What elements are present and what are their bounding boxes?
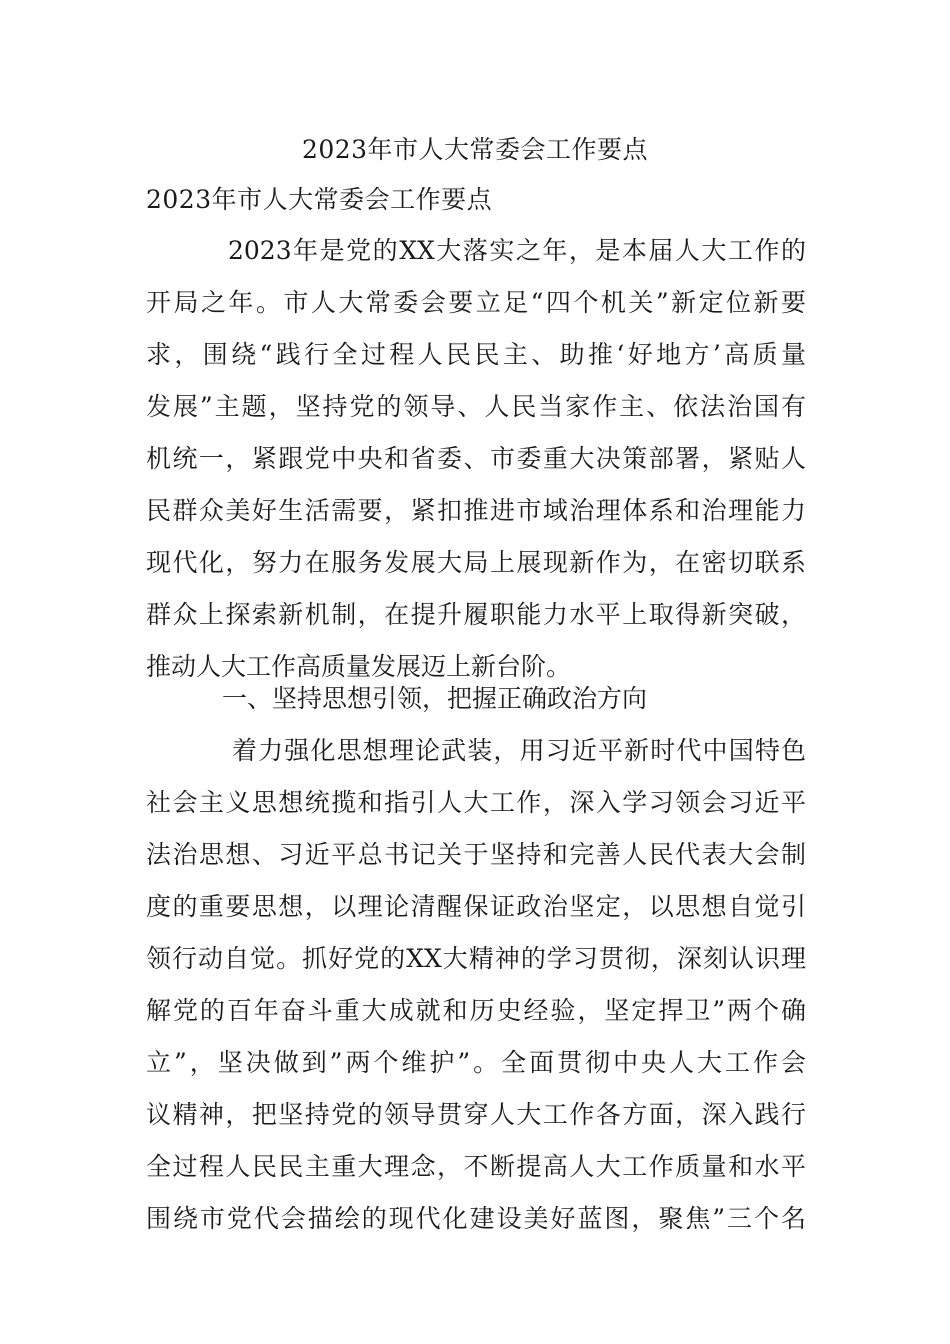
paragraph-1-line: 机统一，紧跟党中央和省委、市委重大决策部署，紧贴人 [146, 444, 806, 473]
paragraph-2-line: 解党的百年奋斗重大成就和历史经验，坚定捍卫”两个确 [146, 996, 806, 1025]
paragraph-2-line: 全过程人民民主重大理念，不断提高人大工作质量和水平 [146, 1152, 806, 1181]
paragraph-1-line: 群众上探索新机制，在提升履职能力水平上取得新突破， [146, 600, 806, 629]
paragraph-1-line: 开局之年。市人大常委会要立足“四个机关”新定位新要 [146, 288, 806, 317]
paragraph-2-line: 议精神，把坚持党的领导贯穿人大工作各方面，深入践行 [146, 1100, 806, 1129]
document-subtitle: 2023年市人大常委会工作要点 [146, 185, 493, 214]
paragraph-2-line: 法治思想、习近平总书记关于坚持和完善人民代表大会制 [146, 840, 806, 869]
paragraph-1-line: 现代化，努力在服务发展大局上展现新作为，在密切联系 [146, 548, 806, 577]
paragraph-1-line: 民群众美好生活需要，紧扣推进市域治理体系和治理能力 [146, 496, 806, 525]
paragraph-2-line: 立”，坚决做到”两个维护”。全面贯彻中央人大工作会 [146, 1048, 806, 1077]
paragraph-1-line: 求，围绕“践行全过程人民民主、助推‘好地方’高质量 [146, 340, 806, 369]
paragraph-1-line: 推动人大工作高质量发展迈上新台阶。 [146, 652, 572, 681]
paragraph-2-line: 社会主义思想统揽和指引人大工作，深入学习领会习近平 [146, 788, 806, 817]
paragraph-2-line: 围绕市党代会描绘的现代化建设美好蓝图，聚焦”三个名 [146, 1204, 806, 1233]
section-heading-1: 一、坚持思想引领，把握正确政治方向 [222, 684, 648, 713]
paragraph-2-line: 着力强化思想理论武装，用习近平新时代中国特色 [232, 736, 806, 765]
paragraph-2-line: 领行动自觉。抓好党的XX大精神的学习贯彻，深刻认识理 [146, 944, 806, 973]
paragraph-1-line: 2023年是党的XX大落实之年，是本届人大工作的 [228, 236, 806, 265]
paragraph-2-line: 度的重要思想，以理论清醒保证政治坚定，以思想自觉引 [146, 892, 806, 921]
paragraph-1-line: 发展”主题，坚持党的领导、人民当家作主、依法治国有 [146, 392, 806, 421]
document-title: 2023年市人大常委会工作要点 [301, 135, 649, 164]
